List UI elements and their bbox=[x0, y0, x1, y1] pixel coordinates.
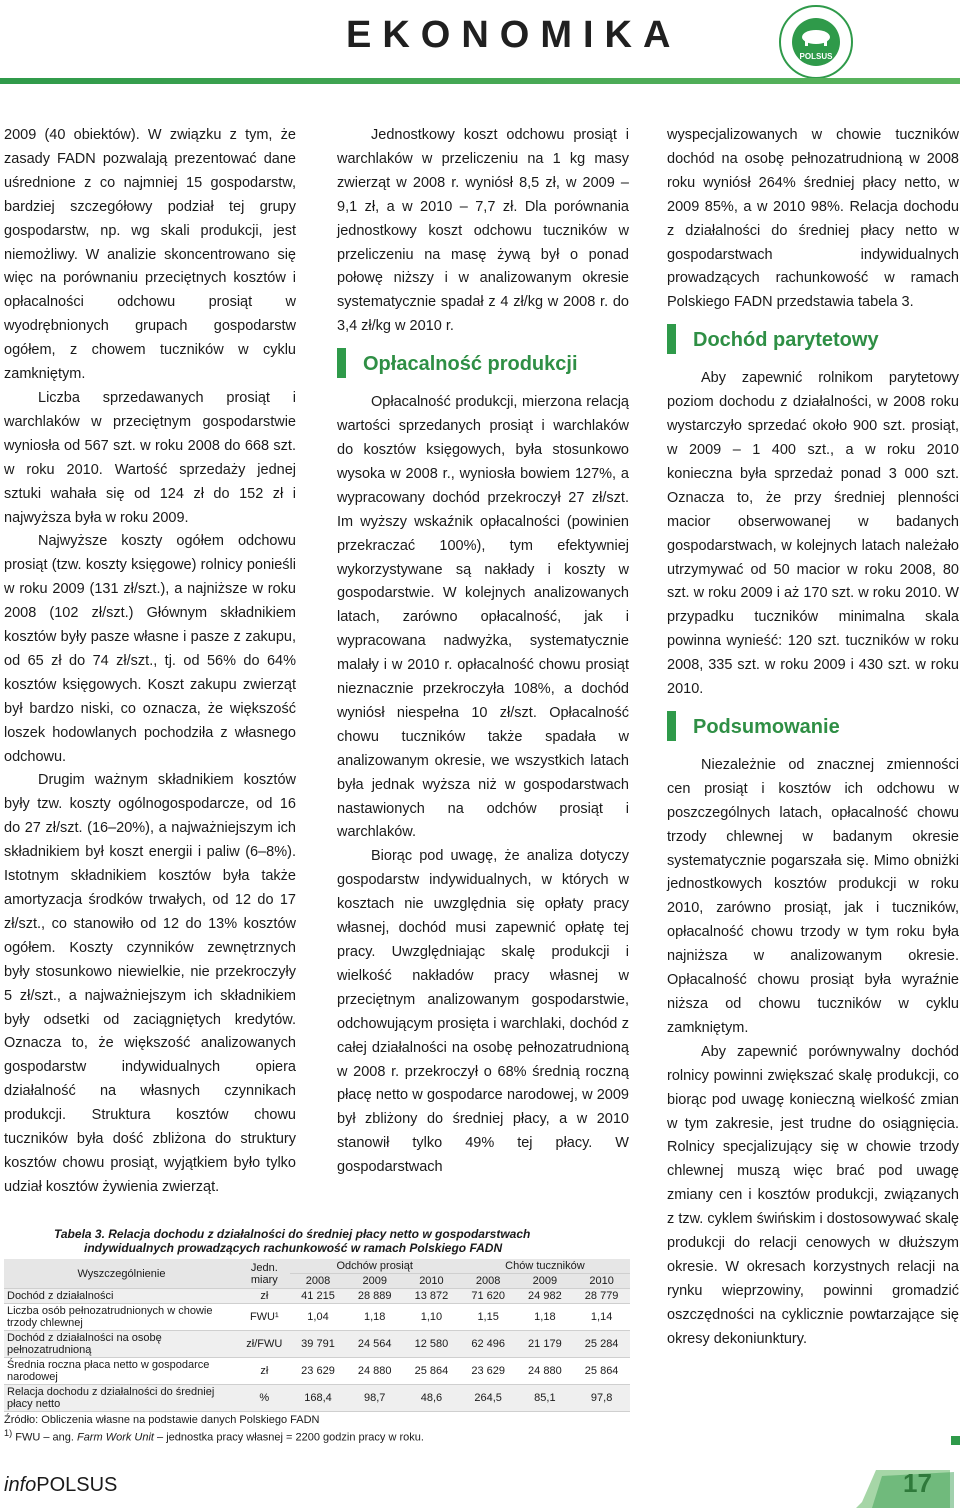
table-cell: 71 620 bbox=[460, 1289, 517, 1304]
table-cell: 98,7 bbox=[346, 1385, 403, 1412]
table-cell: 1,18 bbox=[517, 1304, 574, 1331]
table-cell: 24 880 bbox=[517, 1358, 574, 1385]
footnote-term: Farm Work Unit bbox=[76, 1431, 154, 1444]
paragraph: Jednostkowy koszt odchowu prosiąt i warchlaków w przeliczeniu na 1 kg masy zwierząt w 2008 r. wyniósł 8,5 zł, w 2009 – 9,1 zł, a w 2010 – 7,7 zł. Dla porównania jednostkowy koszt odchowu tuczników w przeliczeniu na masę żywą był o ponad połowę niższy i w analizowanym okresie systematycznie spadał z 4 zł/kg w 2008 r. do 3,4 zł/kg w 2010 r. bbox=[337, 127, 629, 335]
column-2 bbox=[337, 124, 629, 1180]
table-cell: 1,15 bbox=[460, 1304, 517, 1331]
paragraph: wyspecjalizowanych w chowie tuczników dochód na osobę pełnozatrudnioną w 2008 roku wyniósł 264% średniej płacy netto, w 2009 85%, a w 2010 98%. Relacja dochodu z działalności do średniej płacy netto w gospodarstwach indywidualnych prowadzących rachunkowość w ramach Polskiego FADN przedstawia tabela 3. bbox=[667, 127, 959, 311]
paragraph: Aby zapewnić porównywalny dochód rolnicy powinni zwiększać skalę produkcji, co biorąc pod uwagę konieczną wielkość zmian w tym zakresie, jest trudne do osiągnięcia. Rolnicy specjalizujący się w chowie trzody chlewnej muszą więc brać pod uwagę zmiany cen i kosztów produkcji, związanych z tzw. cyklem świńskim i dostosowywać skalę produkcji do relacji cenowych w dłuższym okresie. W okresach korzystnych relacji na rynku wieprzowiny, powinni gromadzić oszczędności na cyklicznie powtarzające się okresy dekoniunktury. bbox=[667, 1043, 959, 1347]
heading-bar bbox=[337, 348, 346, 378]
heading-text: Opłacalność produkcji bbox=[363, 353, 578, 376]
paragraph: Najwyższe koszty ogółem odchowu prosiąt (tzw. koszty księgowe) rolnicy ponieśli w roku 2009 (131 zł/szt.), a najniższe w roku 2008 (102 zł/szt.) Głównym składnikiem kosztów były pasze własne i pasze z zakupu, od 65 zł do 74 zł/szt., tj. od 56% do 64% kosztów księgowych. Koszt zakupu zwierząt był bardzo niski, co oznacza, że większość loszek hodowlanych pochodziła z własnego odchowu. bbox=[4, 533, 296, 765]
paragraph: Liczba sprzedawanych prosiąt i warchlaków w przeciętnym gospodarstwie wyniosła od 567 szt. w roku 2008 do 668 szt. w roku 2010. Wartość sprzedaży jednej sztuki wahała się od 124 zł do 152 zł i najwyższa była w roku 2009. bbox=[4, 389, 296, 526]
year-header: 2010 bbox=[573, 1274, 630, 1289]
table-row bbox=[4, 1385, 630, 1412]
table-row bbox=[4, 1331, 630, 1358]
table-source: Źródło: Obliczenia własne na podstawie danych Polskiego FADN bbox=[4, 1414, 320, 1426]
column-header: Jedn. miary bbox=[239, 1259, 290, 1289]
heading-text: Dochód parytetowy bbox=[693, 329, 879, 352]
table-cell: 25 864 bbox=[403, 1358, 460, 1385]
header-rule bbox=[0, 78, 960, 84]
logo-text: POLSUS bbox=[799, 52, 833, 61]
row-unit: FWU¹ bbox=[239, 1304, 290, 1331]
table-cell: 1,14 bbox=[573, 1304, 630, 1331]
data-table bbox=[4, 1259, 630, 1412]
paragraph: Opłacalność produkcji, mierzona relacją wartości sprzedanych prosiąt i warchlaków do kosztów księgowych, była stosunkowo wysoka w 2008 r., wyniosła bowiem 127%, a wypracowany dochód przekroczył 27 zł/szt. Im wyższy wskaźnik opłacalności (powinien przekraczać 100%), tym efektywniej wykorzystywane są nakłady i koszty w gospodarstwie. W kolejnych analizowanych latach, zarówno opłacalność, jak i wypracowana nadwyżka, systematycznie malały i w 2010 r. opłacalność chowu prosiąt nieznacznie przekroczyła 108%, a dochód wyniósł niespełna 10 zł/szt. Opłacalność chowu tuczników także spadała w analizowanym okresie, we wszystkich latach była jednak wyższa niż w gospodarstwach nastawionych na odchów prosiąt i warchlaków. bbox=[337, 394, 629, 841]
table-cell: 85,1 bbox=[517, 1385, 574, 1412]
column-3 bbox=[667, 124, 959, 1352]
footnote-text: – jednostka pracy własnej = 2200 godzin pracy w roku. bbox=[153, 1431, 424, 1444]
table-cell: 41 215 bbox=[290, 1289, 347, 1304]
table-cell: 62 496 bbox=[460, 1331, 517, 1358]
table-cell: 264,5 bbox=[460, 1385, 517, 1412]
row-unit: % bbox=[239, 1385, 290, 1412]
section-title: EKONOMIKA bbox=[346, 14, 682, 56]
footnote-mark: 1) bbox=[4, 1428, 13, 1438]
table-footnote bbox=[4, 1427, 632, 1445]
table-cell: 168,4 bbox=[290, 1385, 347, 1412]
paragraph: 2009 (40 obiektów). W związku z tym, że zasady FADN pozwalają prezentować dane uśrednione z co najmniej 15 gospodarstw, bardziej szczegółowy podział tej grupy gospodarstw, np. wg skali produkcji, jest niemożliwy. W analizie skoncentrowano się więc na porównaniu przeciętnych kosztów i opłacalności odchowu prosiąt w wyodrębnionych grupach gospodarstw ogółem, z chowem tuczników w cyklu zamkniętym. bbox=[4, 127, 296, 383]
table-cell: 28 779 bbox=[573, 1289, 630, 1304]
year-header: 2010 bbox=[403, 1274, 460, 1289]
section-heading bbox=[337, 351, 629, 377]
paragraph: Aby zapewnić rolnikom parytetowy poziom dochodu z działalności, w 2008 roku wystarczyło sprzedać około 900 szt. prosiąt, w 2009 – 1 400 szt., a w roku 2010 konieczna była sprzedaż ponad 3 000 szt. Oznacza to, że przy średniej plenności macior obserwowanej w badanych gospodarstwach, w kolejnych latach należało utrzymywać od 50 macior w roku 2008, 80 szt. w roku 2009 i aż 170 szt. w roku 2010. W przypadku tuczników minimalna skala powinna wynieść: 120 szt. tuczników w roku 2008, 335 szt. w roku 2009 i 430 szt. w roku 2010. bbox=[667, 370, 959, 698]
table-row bbox=[4, 1304, 630, 1331]
row-label: Średnia roczna płaca netto w gospodarce narodowej bbox=[4, 1358, 239, 1385]
row-label: Liczba osób pełnozatrudnionych w chowie trzody chlewnej bbox=[4, 1304, 239, 1331]
table-cell: 1,18 bbox=[346, 1304, 403, 1331]
table-cell: 1,04 bbox=[290, 1304, 347, 1331]
polsus-logo-icon bbox=[778, 4, 854, 80]
paragraph: Niezależnie od znacznej zmienności cen prosiąt i kosztów ich odchowu w poszczególnych latach, opłacalność chowu trzody chlewnej w badanym okresie systematycznie pogarszała się. Mimo obniżki jednostkowych kosztów produkcji w roku 2010, zarówno prosiąt, jak i tuczników, opłacalność chowu trzody w tym roku była najniższa w analizowanym okresie. Opłacalność chowu prosiąt była wyraźnie niższa od chowu tuczników w cyklu zamkniętym. bbox=[667, 756, 959, 1036]
table-cell: 97,8 bbox=[573, 1385, 630, 1412]
row-label: Dochód z działalności na osobę pełnozatrudnioną bbox=[4, 1331, 239, 1358]
column-1 bbox=[4, 124, 296, 1200]
section-heading bbox=[667, 714, 959, 740]
table-cell: 23 629 bbox=[460, 1358, 517, 1385]
year-header: 2009 bbox=[517, 1274, 574, 1289]
table-cell: 48,6 bbox=[403, 1385, 460, 1412]
table-cell: 25 864 bbox=[573, 1358, 630, 1385]
year-header: 2008 bbox=[290, 1274, 347, 1289]
header bbox=[0, 0, 960, 78]
end-mark-icon bbox=[951, 1436, 960, 1445]
table-row bbox=[4, 1289, 630, 1304]
caption-line: Tabela 3. Relacja dochodu z działalności do średniej płacy netto w gospodarstwach bbox=[54, 1227, 531, 1241]
brand-prefix: info bbox=[4, 1474, 37, 1496]
table-cell: 25 284 bbox=[573, 1331, 630, 1358]
column-header: Wyszczególnienie bbox=[4, 1259, 239, 1289]
brand-logo bbox=[4, 1474, 117, 1497]
section-heading bbox=[667, 327, 959, 353]
table-cell: 39 791 bbox=[290, 1331, 347, 1358]
year-header: 2008 bbox=[460, 1274, 517, 1289]
table-cell: 24 982 bbox=[517, 1289, 574, 1304]
row-label: Relacja dochodu z działalności do średniej płacy netto bbox=[4, 1385, 239, 1412]
table-cell: 24 880 bbox=[346, 1358, 403, 1385]
paragraph: Biorąc pod uwagę, że analiza dotyczy gospodarstw indywidualnych, w których w kosztach nie uwzględnia się opłaty pracy własnej, dochód musi zapewnić opłatę tej pracy. Uwzględniając skalę produkcji i wielkość nakładów pracy własnej w przeciętnym analizowanym gospodarstwie, odchowującym prosięta i warchlaki, dochód z całej działalności na osobę pełnozatrudnioną w 2008 r. przekroczył o 68% średnią roczną płacę netto w gospodarce narodowej, w 2009 był zbliżony do średniej płacy, a w 2010 stanowił tylko 49% tej płacy. W gospodarstwach bbox=[337, 848, 629, 1176]
row-unit: zł bbox=[239, 1358, 290, 1385]
row-unit: zł/FWU bbox=[239, 1331, 290, 1358]
table-cell: 28 889 bbox=[346, 1289, 403, 1304]
table-caption bbox=[4, 1227, 632, 1255]
table-row bbox=[4, 1358, 630, 1385]
footnote-text: FWU – ang. bbox=[15, 1431, 77, 1444]
row-unit: zł bbox=[239, 1289, 290, 1304]
table-cell: 13 872 bbox=[403, 1289, 460, 1304]
table-cell: 23 629 bbox=[290, 1358, 347, 1385]
table-3 bbox=[4, 1227, 632, 1445]
paragraph: Drugim ważnym składnikiem kosztów były tzw. koszty ogólnogospodarcze, od 16 do 27 zł/szt. (16–20%), a najważniejszym ich składnikiem był koszt energii i paliw (6–8%). Istotnym składnikiem kosztów była także amortyzacja środków trwałych, od 12 do 17 zł/szt., co stanowiło od 12 do 13% kosztów ogółem. Koszty czynników zewnętrznych były stosunkowo niewielkie, nie przekroczyły 5 zł/szt., a najważniejszym ich składnikiem były odsetki od zaciągniętych kredytów. Oznacza to, że większość analizowanych gospodarstw indywidualnych opiera działalność na własnych czynnikach produkcji. Struktura kosztów chowu tuczników była dość zbliżona do struktury kosztów chowu prosiąt, wyjątkiem było tylko udział kosztów żywienia zwierząt. bbox=[4, 772, 296, 1195]
page-number: 17 bbox=[903, 1468, 932, 1498]
heading-bar bbox=[667, 711, 676, 741]
table-cell: 1,10 bbox=[403, 1304, 460, 1331]
table-cell: 12 580 bbox=[403, 1331, 460, 1358]
brand-suffix: POLSUS bbox=[36, 1474, 118, 1496]
row-label: Dochód z działalności bbox=[4, 1289, 239, 1304]
table-cell: 24 564 bbox=[346, 1331, 403, 1358]
caption-line: indywidualnych prowadzących rachunkowość w ramach Polskiego FADN bbox=[84, 1241, 503, 1255]
heading-text: Podsumowanie bbox=[693, 715, 840, 738]
heading-bar bbox=[667, 324, 676, 354]
table-cell: 21 179 bbox=[517, 1331, 574, 1358]
year-header: 2009 bbox=[346, 1274, 403, 1289]
column-header: Chów tuczników bbox=[460, 1259, 630, 1274]
column-header: Odchów prosiąt bbox=[290, 1259, 460, 1274]
